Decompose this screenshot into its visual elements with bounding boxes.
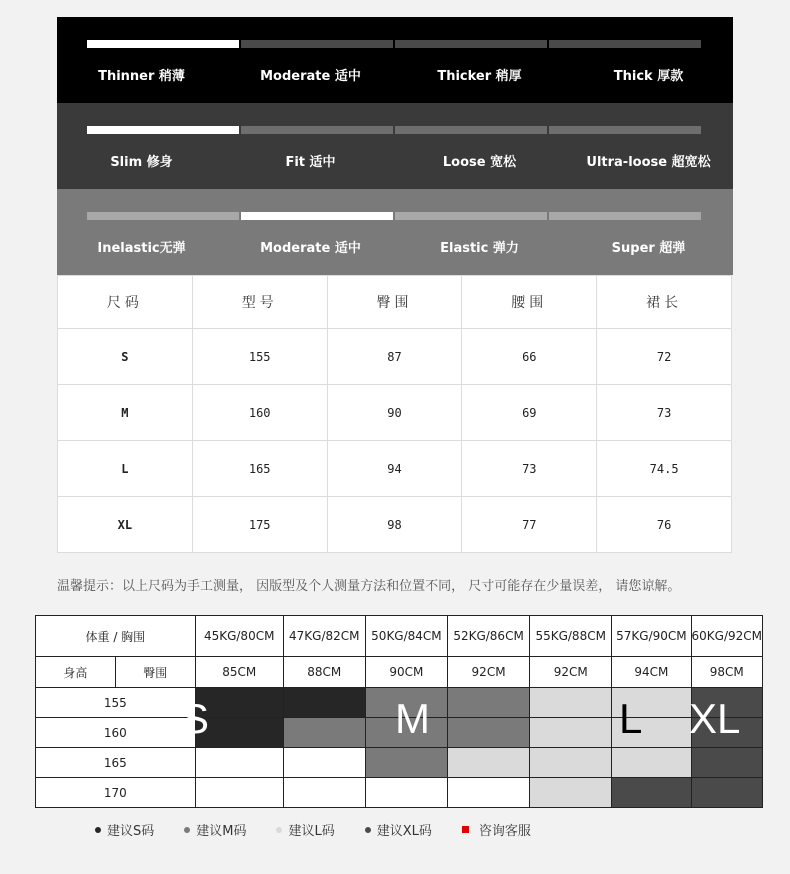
hip-cell: 92CM — [530, 657, 612, 688]
grid-cell-l — [612, 748, 691, 778]
fit-label: Ultra-loose 超宽松 — [586, 155, 711, 170]
header-cell: 臀围 — [327, 276, 462, 329]
table-cell: 94 — [327, 441, 462, 497]
height-cell: 170 — [36, 778, 196, 808]
grid-cell-xl — [691, 778, 762, 808]
grid-cell-empty — [283, 778, 365, 808]
measurement-tip: 温馨提示：以上尺码为手工测量， 因版型及个人测量方法和位置不同， 尺寸可能存在少量误差， 请您谅解。 — [57, 579, 681, 594]
weight-cell: 57KG/90CM — [612, 616, 691, 657]
header-cell: 腰围 — [462, 276, 597, 329]
height-row — [36, 748, 763, 778]
square-icon — [462, 826, 469, 833]
legend-item — [184, 820, 246, 839]
hip-cell: 85CM — [195, 657, 283, 688]
elasticity-bar-2 — [241, 212, 393, 220]
fit-label: Fit 适中 — [285, 155, 336, 170]
legend-label: 建议S码 — [107, 824, 155, 839]
elasticity-label: Elastic 弹力 — [440, 241, 519, 256]
grid-cell-empty — [195, 778, 283, 808]
grid-cell-m — [365, 748, 447, 778]
table-row — [58, 497, 732, 553]
elasticity-bar-4 — [549, 212, 701, 220]
feature-bands — [57, 17, 733, 275]
hip-cell: 92CM — [447, 657, 529, 688]
hip-cell: 90CM — [365, 657, 447, 688]
size-cell: L — [58, 441, 193, 497]
elasticity-label: Inelastic无弹 — [97, 241, 186, 256]
legend-item — [365, 820, 432, 839]
hip-header: 臀围 — [115, 657, 195, 688]
table-cell: 87 — [327, 329, 462, 385]
table-row — [58, 329, 732, 385]
grid-cell-xl — [612, 778, 691, 808]
grid-cell-xl — [691, 748, 762, 778]
grid-cell-empty — [365, 778, 447, 808]
header-cell: 型号 — [192, 276, 327, 329]
grid-cell-l — [447, 748, 529, 778]
table-cell: 66 — [462, 329, 597, 385]
size-cell: M — [58, 385, 193, 441]
table-cell: 90 — [327, 385, 462, 441]
height-row — [36, 778, 763, 808]
size-m-label: M — [395, 695, 430, 742]
elasticity-label: Moderate 适中 — [260, 241, 361, 256]
legend-item-contact[interactable] — [462, 820, 531, 839]
table-cell: 76 — [597, 497, 732, 553]
thickness-bar-2 — [241, 40, 393, 48]
elasticity-bar-1 — [87, 212, 239, 220]
weight-row — [36, 616, 763, 657]
table-cell: 73 — [462, 441, 597, 497]
thickness-label: Thicker 稍厚 — [437, 69, 522, 84]
thickness-label: Thick 厚款 — [613, 69, 684, 84]
table-cell: 155 — [192, 329, 327, 385]
legend-label: 建议L码 — [288, 824, 335, 839]
height-cell: 155 — [36, 688, 196, 718]
table-cell: 165 — [192, 441, 327, 497]
table-cell: 74.5 — [597, 441, 732, 497]
grid-cell-l — [530, 748, 612, 778]
height-header: 身高 — [36, 657, 116, 688]
grid-cell-empty — [195, 748, 283, 778]
fit-bar-3 — [395, 126, 547, 134]
grid-cell-m — [447, 688, 529, 718]
table-row — [58, 385, 732, 441]
thickness-label: Thinner 稍薄 — [98, 69, 185, 84]
fit-label: Loose 宽松 — [442, 155, 517, 170]
dot-icon — [95, 827, 101, 833]
height-cell: 165 — [36, 748, 196, 778]
grid-cell-m — [447, 718, 529, 748]
legend-item — [276, 820, 334, 839]
weight-chest-header: 体重 / 胸围 — [36, 616, 196, 657]
header-cell: 尺码 — [58, 276, 193, 329]
legend — [95, 820, 561, 839]
table-cell: 98 — [327, 497, 462, 553]
thickness-label: Moderate 适中 — [260, 69, 361, 84]
fit-band — [57, 103, 733, 189]
thickness-bar-4 — [549, 40, 701, 48]
size-cell: S — [58, 329, 193, 385]
size-s-label: S — [181, 695, 210, 742]
weight-cell: 45KG/80CM — [195, 616, 283, 657]
hip-cell: 88CM — [283, 657, 365, 688]
fit-bar-1 — [87, 126, 239, 134]
grid-cell-empty — [283, 748, 365, 778]
weight-cell: 47KG/82CM — [283, 616, 365, 657]
table-cell: 72 — [597, 329, 732, 385]
hip-row — [36, 657, 763, 688]
table-cell: 77 — [462, 497, 597, 553]
grid-cell-s — [283, 688, 365, 718]
header-cell: 裙长 — [597, 276, 732, 329]
weight-cell: 55KG/88CM — [530, 616, 612, 657]
elasticity-bar-3 — [395, 212, 547, 220]
weight-cell: 52KG/86CM — [447, 616, 529, 657]
thickness-band — [57, 17, 733, 103]
weight-cell: 60KG/92CM — [691, 616, 762, 657]
table-cell: 160 — [192, 385, 327, 441]
fit-bar-4 — [549, 126, 701, 134]
height-cell: 160 — [36, 718, 196, 748]
table-cell: 175 — [192, 497, 327, 553]
thickness-bar-1 — [87, 40, 239, 48]
legend-label: 咨询客服 — [478, 824, 531, 839]
hip-cell: 94CM — [612, 657, 691, 688]
hip-cell: 98CM — [691, 657, 762, 688]
grid-cell-m — [283, 718, 365, 748]
fit-label: Slim 修身 — [110, 155, 173, 170]
size-recommendation-chart — [35, 615, 763, 808]
table-cell: 69 — [462, 385, 597, 441]
grid-cell-l — [530, 778, 612, 808]
thickness-bar-3 — [395, 40, 547, 48]
elasticity-label: Super 超弹 — [611, 241, 686, 256]
table-row — [58, 441, 732, 497]
dot-icon — [276, 827, 282, 833]
size-xl-label: XL — [689, 695, 741, 742]
grid-cell-l — [530, 688, 612, 718]
dot-icon — [365, 827, 371, 833]
weight-cell: 50KG/84CM — [365, 616, 447, 657]
size-l-label: L — [619, 695, 643, 742]
fit-bar-2 — [241, 126, 393, 134]
grid-cell-empty — [447, 778, 529, 808]
legend-label: 建议M码 — [196, 824, 247, 839]
legend-item — [95, 820, 154, 839]
grid-cell-l — [530, 718, 612, 748]
table-cell: 73 — [597, 385, 732, 441]
size-table-header — [58, 276, 732, 329]
size-cell: XL — [58, 497, 193, 553]
size-table — [57, 275, 732, 553]
legend-label: 建议XL码 — [376, 824, 432, 839]
elasticity-band — [57, 189, 733, 275]
dot-icon — [184, 827, 190, 833]
